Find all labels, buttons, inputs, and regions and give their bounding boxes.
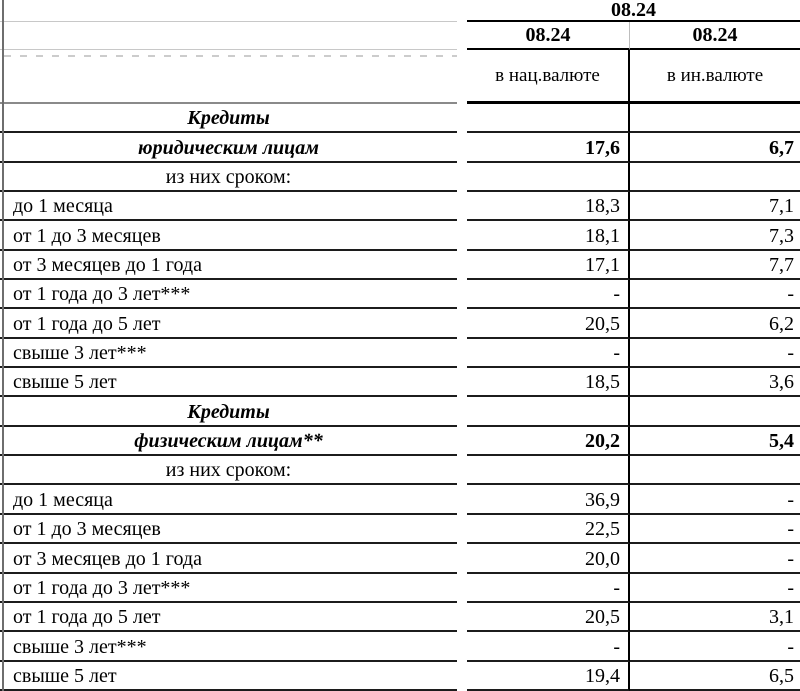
column-gap — [457, 632, 467, 661]
nat-value: 17,1 — [467, 251, 630, 280]
table-row — [0, 280, 800, 309]
table-row — [0, 251, 800, 280]
row-label: от 1 года до 3 лет*** — [0, 574, 457, 603]
header-empty-cell — [0, 50, 457, 104]
nat-value: 20,0 — [467, 544, 630, 573]
fx-value — [630, 104, 800, 133]
table-row — [0, 368, 800, 397]
row-label: до 1 месяца — [0, 192, 457, 221]
column-gap — [457, 251, 467, 280]
nat-value: 18,5 — [467, 368, 630, 397]
column-gap — [457, 603, 467, 632]
page-break-dashed-line — [4, 55, 457, 57]
column-gap — [457, 163, 467, 192]
nat-value: 22,5 — [467, 515, 630, 544]
fx-value: - — [630, 515, 800, 544]
table-row — [0, 397, 800, 426]
nat-value: - — [467, 280, 630, 309]
fx-value: - — [630, 280, 800, 309]
column-gap — [457, 192, 467, 221]
table-row — [0, 427, 800, 456]
row-label: от 1 года до 3 лет*** — [0, 280, 457, 309]
column-gap — [457, 456, 467, 485]
header-period-fx: 08.24 — [630, 22, 800, 50]
fx-value: 3,1 — [630, 603, 800, 632]
row-label: свыше 5 лет — [0, 662, 457, 691]
row-label: из них сроком: — [0, 456, 457, 485]
row-label: от 3 месяцев до 1 года — [0, 251, 457, 280]
header-empty-cell — [0, 22, 457, 50]
row-label: от 3 месяцев до 1 года — [0, 544, 457, 573]
header-row-periods — [0, 22, 800, 50]
nat-value: 17,6 — [467, 133, 630, 162]
column-gap — [457, 309, 467, 338]
row-label: свыше 3 лет*** — [0, 339, 457, 368]
column-gap — [457, 544, 467, 573]
row-label: от 1 до 3 месяцев — [0, 221, 457, 250]
table-row — [0, 544, 800, 573]
left-edge-line — [2, 0, 4, 691]
header-period-nat: 08.24 — [467, 22, 630, 50]
fx-value: - — [630, 544, 800, 573]
row-label: свыше 5 лет — [0, 368, 457, 397]
nat-value: - — [467, 339, 630, 368]
nat-value — [467, 456, 630, 485]
header-empty-cell — [0, 0, 457, 22]
nat-value — [467, 163, 630, 192]
column-gap — [457, 368, 467, 397]
nat-value: 18,3 — [467, 192, 630, 221]
table-row — [0, 309, 800, 338]
column-gap — [457, 0, 467, 22]
fx-value: 3,6 — [630, 368, 800, 397]
fx-value: 6,5 — [630, 662, 800, 691]
column-gap — [457, 427, 467, 456]
header-row-span — [0, 0, 800, 22]
table-row — [0, 339, 800, 368]
nat-value: - — [467, 574, 630, 603]
nat-value: 36,9 — [467, 485, 630, 514]
column-gap — [457, 485, 467, 514]
table-row — [0, 662, 800, 691]
column-gap — [457, 662, 467, 691]
row-label: от 1 года до 5 лет — [0, 603, 457, 632]
row-label: Кредиты — [0, 104, 457, 133]
row-label: физическим лицам** — [0, 427, 457, 456]
nat-value — [467, 104, 630, 133]
table-row — [0, 515, 800, 544]
row-label: из них сроком: — [0, 163, 457, 192]
column-gap — [457, 22, 467, 50]
fx-value: 7,7 — [630, 251, 800, 280]
column-gap — [457, 280, 467, 309]
header-fx-currency-label: в ин.валюте — [630, 50, 800, 104]
nat-value: 20,2 — [467, 427, 630, 456]
column-gap — [457, 574, 467, 603]
column-gap — [457, 339, 467, 368]
table-row — [0, 456, 800, 485]
fx-value: - — [630, 574, 800, 603]
table-row — [0, 632, 800, 661]
row-label: от 1 до 3 месяцев — [0, 515, 457, 544]
row-label: до 1 месяца — [0, 485, 457, 514]
nat-value: 19,4 — [467, 662, 630, 691]
fx-value: 7,3 — [630, 221, 800, 250]
header-row-currencies — [0, 50, 800, 104]
table-row — [0, 133, 800, 162]
table-row — [0, 104, 800, 133]
table-row — [0, 192, 800, 221]
fx-value: 6,2 — [630, 309, 800, 338]
row-label: Кредиты — [0, 397, 457, 426]
fx-value: - — [630, 632, 800, 661]
header-nat-currency-label: в нац.валюте — [467, 50, 630, 104]
row-label: от 1 года до 5 лет — [0, 309, 457, 338]
table-row — [0, 574, 800, 603]
fx-value — [630, 397, 800, 426]
column-gap — [457, 50, 467, 104]
nat-value: - — [467, 632, 630, 661]
nat-value — [467, 397, 630, 426]
nat-value: 20,5 — [467, 309, 630, 338]
column-gap — [457, 104, 467, 133]
nat-value: 20,5 — [467, 603, 630, 632]
row-label: юридическим лицам — [0, 133, 457, 162]
fx-value: 7,1 — [630, 192, 800, 221]
table-row — [0, 221, 800, 250]
row-label: свыше 3 лет*** — [0, 632, 457, 661]
column-gap — [457, 133, 467, 162]
fx-value — [630, 456, 800, 485]
fx-value: 5,4 — [630, 427, 800, 456]
column-gap — [457, 221, 467, 250]
fx-value: - — [630, 339, 800, 368]
header-period: 08.24 — [467, 0, 800, 22]
column-gap — [457, 515, 467, 544]
fx-value: - — [630, 485, 800, 514]
column-gap — [457, 397, 467, 426]
nat-value: 18,1 — [467, 221, 630, 250]
table-row — [0, 163, 800, 192]
fx-value: 6,7 — [630, 133, 800, 162]
table-row — [0, 603, 800, 632]
table-row — [0, 485, 800, 514]
fx-value — [630, 163, 800, 192]
